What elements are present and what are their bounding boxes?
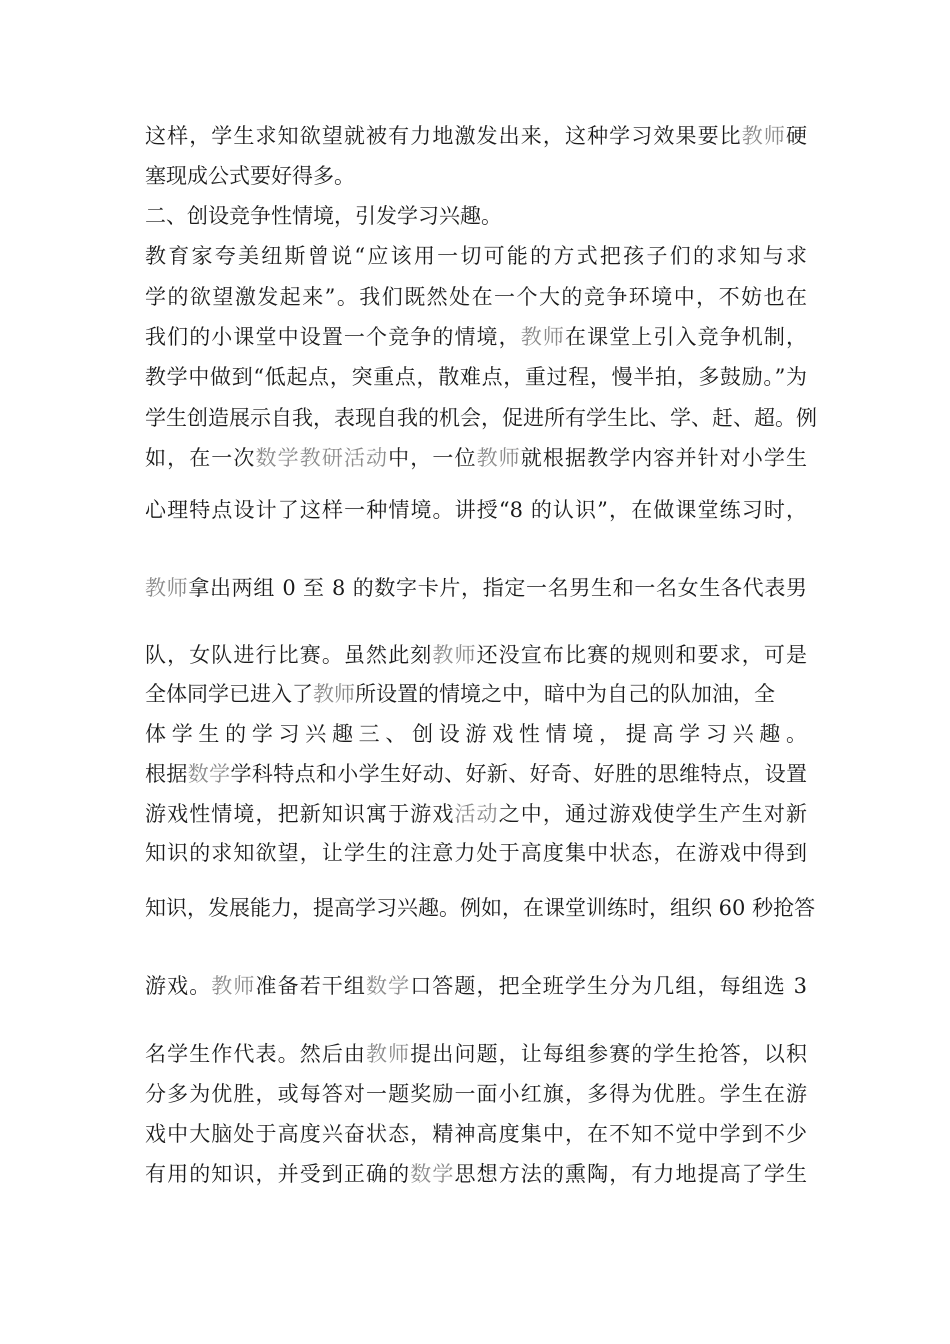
keyword-link-text: 教师: [211, 974, 256, 998]
text-line: [145, 971, 807, 1001]
keyword-link-text: 数学: [187, 762, 231, 786]
keyword-link-text: 数学: [366, 974, 411, 998]
text-segment: 我们的小课堂中设置一个竞争的情境，: [145, 325, 521, 349]
text-segment: 就根据教学内容并针对小学生: [520, 446, 808, 470]
text-line: [145, 759, 807, 789]
text-line: [145, 1079, 807, 1109]
keyword-link-text: 教师: [145, 576, 189, 600]
text-line: [145, 282, 807, 312]
text-segment: 硬: [786, 124, 808, 148]
text-line: [145, 679, 807, 709]
text-segment: 教育家夸美纽斯曾说“应该用一切可能的方式把孩子们的求知与求: [145, 244, 807, 268]
text-segment: 还没宣布比赛的规则和要求，可是: [476, 643, 808, 667]
text-segment: 如，在一次: [145, 446, 256, 470]
text-line: [145, 403, 817, 433]
text-segment: 所设置的情境之中，暗中为自己的队加油，全: [355, 682, 775, 706]
text-segment: 游戏性情境，把新知识寓于游戏: [145, 802, 455, 826]
text-line: [145, 443, 807, 473]
text-segment: 塞现成公式要好得多。: [145, 164, 355, 188]
text-line: [145, 1039, 807, 1069]
keyword-link-text: 教师: [520, 325, 565, 349]
text-line: [145, 201, 807, 231]
text-line: [145, 161, 807, 191]
text-segment: 学的欲望激发起来”。我们既然处在一个大的竞争环境中，不妨也在: [145, 285, 807, 309]
text-segment: 学生创造展示自我，表现自我的机会，促进所有学生比、学、赶、超。例: [145, 406, 817, 430]
text-segment: 分多为优胜，或每答对一题奖励一面小红旗，多得为优胜。学生在游: [145, 1082, 807, 1106]
text-line: [145, 893, 816, 923]
text-segment: 游戏。: [145, 974, 212, 998]
text-line: [145, 1159, 807, 1189]
text-segment: 根据: [145, 762, 188, 786]
text-segment: 队，女队进行比赛。虽然此刻: [145, 643, 433, 667]
text-line: [145, 362, 807, 392]
text-segment: 戏中大脑处于高度兴奋状态，精神高度集中，在不知不觉中学到不少: [145, 1122, 807, 1146]
text-segment: 拿出两组 0 至 8 的数字卡片，指定一名男生和一名女生各代表男: [188, 576, 807, 600]
keyword-link-text: 教师: [313, 682, 355, 706]
text-segment: 这样，学生求知欲望就被有力地激发出来，这种学习效果要比: [145, 124, 742, 148]
keyword-link-text: 教师: [432, 643, 477, 667]
text-segment: 全体同学已进入了: [145, 682, 313, 706]
text-segment: 提出问题，让每组参赛的学生抢答，以积: [410, 1042, 808, 1066]
text-line: [145, 495, 807, 525]
text-segment: 之中，通过游戏使学生产生对新: [498, 802, 808, 826]
text-segment: 在课堂上引入竞争机制，: [564, 325, 808, 349]
text-segment: 知识，发展能力，提高学习兴趣。例如，在课堂训练时，组织 60 秒抢答: [145, 896, 816, 920]
keyword-link-text: 教师: [366, 1042, 411, 1066]
text-segment: 知识的求知欲望，让学生的注意力处于高度集中状态，在游戏中得到: [145, 841, 807, 865]
text-segment: 有用的知识，并受到正确的: [145, 1162, 411, 1186]
text-line: [145, 719, 807, 749]
text-segment: 二、创设竞争性情境，引发学习兴趣。: [145, 204, 502, 228]
text-segment: 教学中做到“低起点，突重点，散难点，重过程，慢半拍，多鼓励。”为: [145, 365, 807, 389]
text-line: [145, 1119, 807, 1149]
text-segment: 心理特点设计了这样一种情境。讲授“8 的认识”，在做课堂练习时，: [145, 498, 807, 522]
text-segment: 准备若干组: [255, 974, 366, 998]
keyword-link-text: 教师: [741, 124, 787, 148]
text-segment: 学科特点和小学生好动、好新、好奇、好胜的思维特点，设置: [230, 762, 807, 786]
keyword-link-text: 活动: [454, 802, 499, 826]
keyword-link-text: 数学: [410, 1162, 455, 1186]
text-segment: 思想方法的熏陶，有力地提高了学生: [454, 1162, 808, 1186]
text-segment: 体学生的学习兴趣三、创设游戏性情境，提高学习兴趣。: [145, 722, 807, 746]
keyword-link-text: 数学教研活动: [255, 446, 389, 470]
text-segment: 口答题，把全班学生分为几组，每组选 3: [410, 974, 808, 998]
text-line: [145, 241, 807, 271]
text-line: [145, 640, 807, 670]
text-line: [145, 121, 807, 151]
text-segment: 中，一位: [388, 446, 477, 470]
text-line: [145, 799, 807, 829]
keyword-link-text: 教师: [476, 446, 521, 470]
text-segment: 名学生作代表。然后由: [145, 1042, 367, 1066]
text-line: [145, 322, 807, 352]
text-line: [145, 573, 807, 603]
text-line: [145, 838, 807, 868]
